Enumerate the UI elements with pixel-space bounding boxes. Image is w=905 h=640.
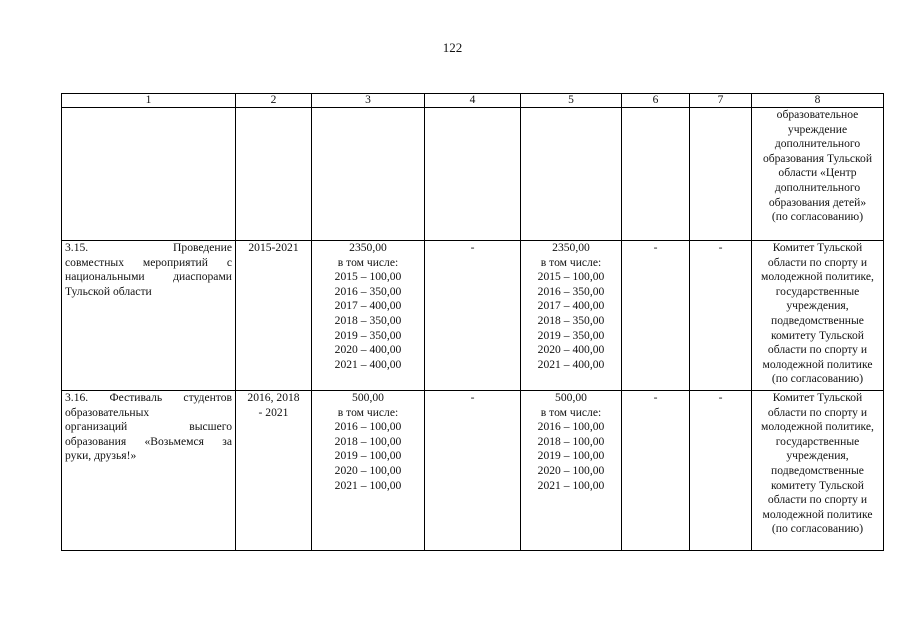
cell-line: 500,00 xyxy=(352,391,384,404)
cell-line: в том числе: xyxy=(540,255,602,269)
cell-line: Тульской области xyxy=(65,284,152,298)
cell-line: 2019 – 350,00 xyxy=(537,328,605,342)
table-cell-col6: - xyxy=(622,391,690,551)
program-table xyxy=(61,93,884,551)
cell-line: области по спорту и xyxy=(767,255,868,269)
cell-line: учреждение xyxy=(787,122,848,136)
header-row xyxy=(62,94,884,108)
column-header-2: 2 xyxy=(236,94,312,108)
cell-line: (по согласованию) xyxy=(771,372,864,386)
cell-line: 3.16. Фестиваль студентов xyxy=(65,391,232,404)
table-cell-col3 xyxy=(312,391,425,551)
cell-line: 2018 – 350,00 xyxy=(537,313,605,327)
table-cell-col4 xyxy=(425,108,521,241)
cell-line: 2020 – 400,00 xyxy=(334,343,402,357)
cell-line: совместных мероприятий с xyxy=(65,255,232,269)
cell-line: 2019 – 100,00 xyxy=(334,449,402,463)
page-number: 122 xyxy=(442,40,463,55)
cell-line: 2020 – 100,00 xyxy=(537,463,605,477)
cell-line: 2020 – 400,00 xyxy=(537,343,605,357)
table-cell-col8 xyxy=(752,241,884,391)
table-row xyxy=(62,241,884,391)
cell-line: 2021 – 100,00 xyxy=(537,478,605,492)
cell-line: дополнительного xyxy=(774,180,861,194)
cell-line: национальными диаспорами xyxy=(65,270,232,284)
table-cell-col7: - xyxy=(690,391,752,551)
cell-line: 2017 – 400,00 xyxy=(537,299,605,313)
table-row xyxy=(62,108,884,241)
cell-line: (по согласованию) xyxy=(771,210,864,224)
cell-line: 2016, 2018 xyxy=(247,391,300,404)
column-header-8: 8 xyxy=(752,94,884,108)
cell-line: комитету Тульской xyxy=(770,328,865,342)
table-cell-col6 xyxy=(622,108,690,241)
cell-line: 2017 – 400,00 xyxy=(334,299,402,313)
cell-line: государственные xyxy=(775,284,860,298)
table-cell-col2 xyxy=(236,108,312,241)
cell-line: учреждения, xyxy=(786,299,849,313)
column-header-3: 3 xyxy=(312,94,425,108)
table-cell-col3 xyxy=(312,108,425,241)
cell-line: 3.15. Проведение xyxy=(65,241,232,254)
cell-line: 2018 – 100,00 xyxy=(334,434,402,448)
table-cell-col8 xyxy=(752,108,884,241)
cell-line: в том числе: xyxy=(337,405,399,419)
column-header-4: 4 xyxy=(425,94,521,108)
cell-line: 2020 – 100,00 xyxy=(334,463,402,477)
table-cell-col7: - xyxy=(690,241,752,391)
cell-line: дополнительного xyxy=(774,137,861,151)
cell-line: образовательное xyxy=(776,108,859,121)
cell-line: подведомственные xyxy=(771,313,864,327)
table-cell-col3 xyxy=(312,241,425,391)
table-cell-col5 xyxy=(521,108,622,241)
cell-line: образования «Возьмемся за xyxy=(65,434,232,448)
cell-line: Комитет Тульской xyxy=(772,241,863,254)
cell-line: 2015 – 100,00 xyxy=(537,270,605,284)
cell-line: 2016 – 100,00 xyxy=(334,420,402,434)
cell-line: 2016 – 100,00 xyxy=(537,420,605,434)
cell-line: образования Тульской xyxy=(762,151,873,165)
cell-line: 2350,00 xyxy=(552,241,590,254)
cell-line: области по спорту и xyxy=(767,343,868,357)
cell-line: организаций высшего xyxy=(65,420,232,434)
cell-line: области по спорту и xyxy=(767,493,868,507)
cell-line: молодежной политике, xyxy=(761,420,874,434)
cell-line: 2019 – 100,00 xyxy=(537,449,605,463)
cell-line: в том числе: xyxy=(540,405,602,419)
table-cell-col4: - xyxy=(425,241,521,391)
table-cell-col2 xyxy=(236,391,312,551)
cell-line: 2019 – 350,00 xyxy=(334,328,402,342)
cell-line: 2018 – 100,00 xyxy=(537,434,605,448)
cell-line: образовательных xyxy=(65,405,150,419)
column-header-7: 7 xyxy=(690,94,752,108)
cell-line: подведомственные xyxy=(771,463,864,477)
cell-line: области по спорту и xyxy=(767,405,868,419)
table-cell-col6: - xyxy=(622,241,690,391)
table-cell-col7 xyxy=(690,108,752,241)
cell-line: - 2021 xyxy=(258,405,289,419)
cell-line: области «Центр xyxy=(778,166,857,180)
cell-line: 2015 – 100,00 xyxy=(334,270,402,284)
cell-line: в том числе: xyxy=(337,255,399,269)
cell-line: молодежной политике xyxy=(762,357,873,371)
table-cell-col8 xyxy=(752,391,884,551)
table-cell-col2: 2015-2021 xyxy=(236,241,312,391)
cell-line: комитету Тульской xyxy=(770,478,865,492)
cell-line: государственные xyxy=(775,434,860,448)
cell-line: 2018 – 350,00 xyxy=(334,313,402,327)
column-header-1: 1 xyxy=(62,94,236,108)
column-header-6: 6 xyxy=(622,94,690,108)
table-row xyxy=(62,391,884,551)
table-cell-col1 xyxy=(62,241,236,391)
cell-line: 2021 – 100,00 xyxy=(334,478,402,492)
table-cell-col1 xyxy=(62,108,236,241)
cell-line: 2021 – 400,00 xyxy=(537,357,605,371)
cell-line: молодежной политике, xyxy=(761,270,874,284)
cell-line: (по согласованию) xyxy=(771,522,864,536)
cell-line: образования детей» xyxy=(768,195,867,209)
cell-line: 2350,00 xyxy=(349,241,387,254)
cell-line: молодежной политике xyxy=(762,507,873,521)
table-cell-col5 xyxy=(521,391,622,551)
cell-line: 2021 – 400,00 xyxy=(334,357,402,371)
cell-line: учреждения, xyxy=(786,449,849,463)
cell-line: 2016 – 350,00 xyxy=(334,284,402,298)
cell-line: 2016 – 350,00 xyxy=(537,284,605,298)
table-cell-col4: - xyxy=(425,391,521,551)
cell-line: руки, друзья!» xyxy=(65,449,137,463)
column-header-5: 5 xyxy=(521,94,622,108)
table-cell-col1 xyxy=(62,391,236,551)
table-cell-col5 xyxy=(521,241,622,391)
cell-line: Комитет Тульской xyxy=(772,391,863,404)
cell-line: 500,00 xyxy=(555,391,587,404)
